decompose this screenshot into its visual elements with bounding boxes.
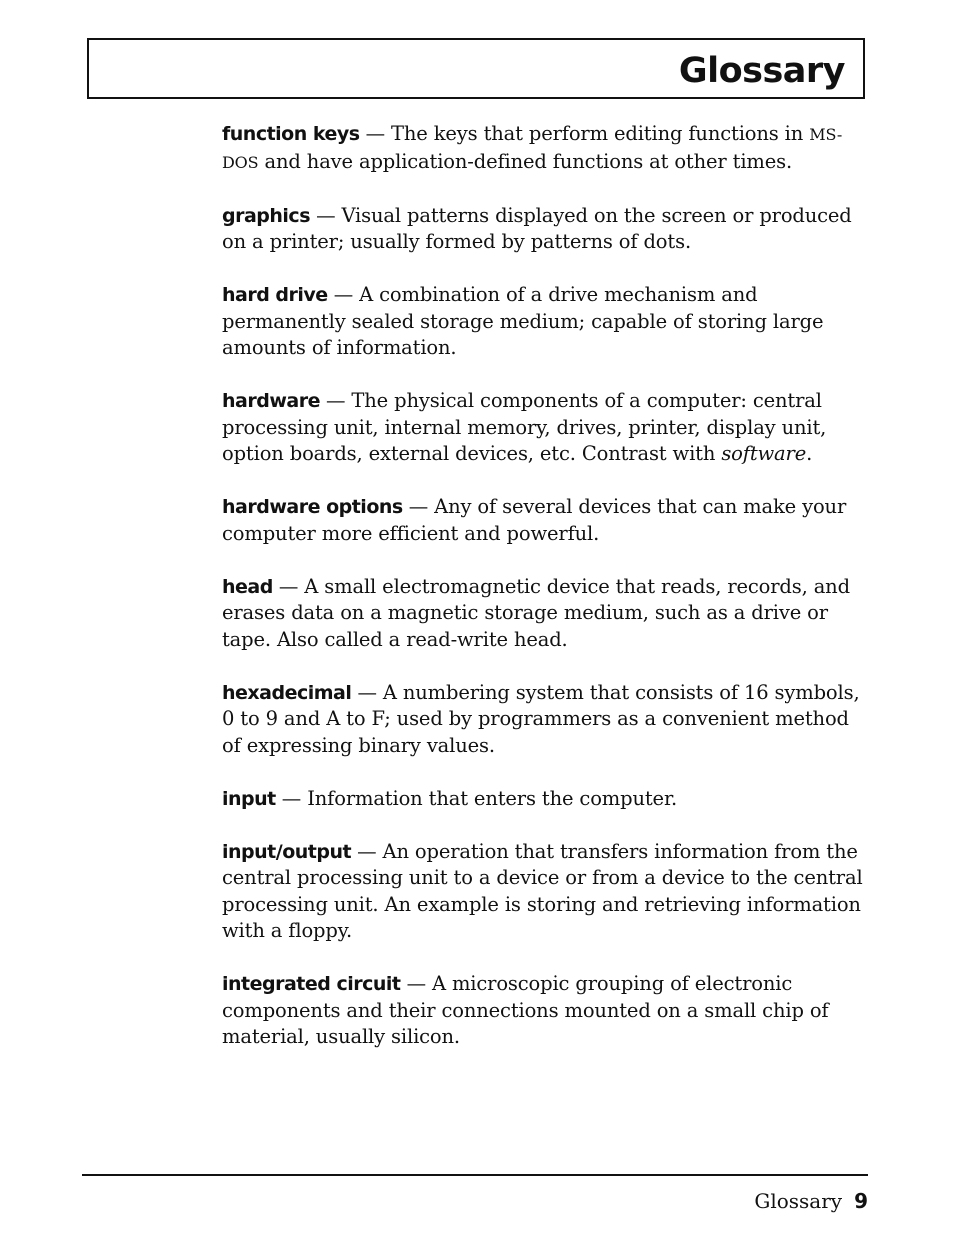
entry-separator: —: [359, 122, 392, 145]
entry-definition: A numbering system that consists of 16 symbols, 0 to 9 and A to F; used by programmers as a convenient method of expressing binary values.: [222, 680, 860, 757]
entry-term: function keys: [222, 123, 360, 145]
entry-term: input: [222, 787, 276, 810]
entry-definition-rest: and have application-defined functions at other times.: [258, 149, 793, 173]
entry-term: head: [222, 575, 273, 598]
glossary-entry: [222, 121, 866, 176]
entry-definition: Any of several devices that can make your computer more efficient and powerful.: [222, 495, 847, 545]
entry-separator: —: [319, 389, 352, 412]
entry-definition: A small electromagnetic device that reads, records, and erases data on a magnetic storage medium, such as a drive or tape. Also called a read-write head.: [222, 574, 850, 651]
entry-definition: Information that enters the computer.: [307, 786, 678, 810]
entry-separator: —: [351, 680, 383, 704]
entry-term: hardware options: [222, 496, 403, 518]
page-title: Glossary: [678, 51, 845, 91]
glossary-entry: [222, 282, 866, 362]
glossary-entry: [222, 203, 866, 256]
entry-term: graphics: [222, 204, 311, 227]
page-number: 9: [854, 1189, 868, 1213]
glossary-entry: [222, 839, 866, 945]
entry-separator: —: [275, 786, 308, 810]
entry-definition-smallcaps: MS-DOS: [222, 125, 843, 172]
entry-separator: —: [400, 972, 432, 995]
entry-definition: Visual patterns displayed on the screen or produced on a printer; usually formed by patterns of dots.: [222, 203, 852, 253]
entry-separator: —: [310, 203, 342, 227]
entry-separator: —: [327, 283, 360, 306]
glossary-entry: [222, 388, 866, 468]
entry-definition: The physical components of a computer: central processing unit, internal memory, drives, printer, display unit, option boards, external devices, etc. Contrast with: [222, 389, 827, 465]
entry-definition-suffix: .: [806, 442, 813, 465]
glossary-entry: [222, 786, 866, 813]
entry-separator: —: [402, 495, 435, 518]
glossary-entry: [222, 971, 866, 1051]
footer-section-label: Glossary: [754, 1189, 843, 1213]
entry-definition: An operation that transfers information from the central processing unit to a device or from a device to the central processing unit. An example is storing and retrieving information with a floppy.: [222, 839, 863, 942]
page-footer: [754, 1186, 868, 1216]
entry-definition-italic: software: [721, 442, 807, 465]
entry-definition: The keys that perform editing functions in: [391, 122, 810, 145]
glossary-entry: [222, 574, 866, 654]
entry-term: hardware: [222, 390, 320, 412]
entry-separator: —: [272, 574, 305, 598]
entry-term: input/output: [222, 840, 352, 863]
entry-definition: A microscopic grouping of electronic components and their connections mounted on a small chip of material, usually silicon.: [222, 972, 829, 1048]
entry-term: hexadecimal: [222, 681, 352, 704]
footer-divider: [82, 1174, 868, 1176]
glossary-entry: [222, 494, 866, 547]
header-box: [87, 38, 865, 99]
entry-definition: A combination of a drive mechanism and permanently sealed storage medium; capable of storing large amounts of information.: [222, 283, 824, 359]
glossary-entries: [222, 121, 866, 1077]
entry-separator: —: [351, 839, 383, 863]
entry-term: hard drive: [222, 284, 328, 306]
glossary-entry: [222, 680, 866, 760]
entry-term: integrated circuit: [222, 973, 401, 995]
